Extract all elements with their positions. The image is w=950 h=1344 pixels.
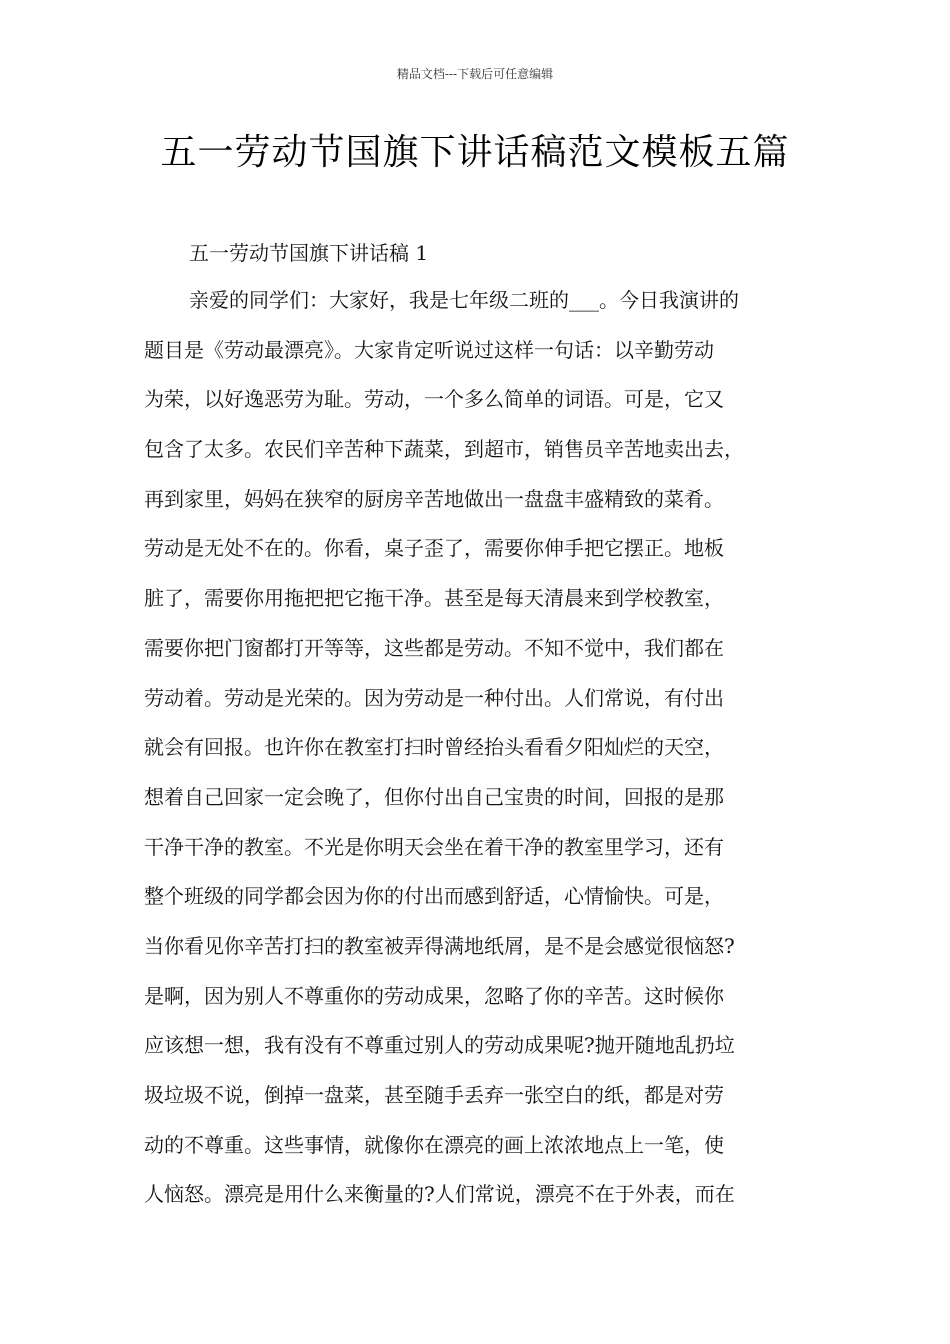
paragraph-line: 动的不尊重。这些事情，就像你在漂亮的画上浓浓地点上一笔，使 (144, 1132, 724, 1157)
paragraph-line: 应该想一想，我有没有不尊重过别人的劳动成果呢?抛开随地乱扔垃 (144, 1033, 735, 1058)
paragraph-line: 劳动着。劳动是光荣的。因为劳动是一种付出。人们常说，有付出 (144, 685, 724, 710)
paragraph-line: 包含了太多。农民们辛苦种下蔬菜，到超市，销售员辛苦地卖出去， (144, 437, 744, 462)
paragraph-line: 亲爱的同学们：大家好，我是七年级二班的___。今日我演讲的 (189, 288, 739, 312)
paragraph-line: 劳动是无处不在的。你看，桌子歪了，需要你伸手把它摆正。地板 (144, 536, 724, 561)
paragraph-line: 干净干净的教室。不光是你明天会坐在着干净的教室里学习，还有 (144, 834, 724, 859)
header-note: 精品文档---下载后可任意编辑 (396, 67, 554, 81)
section-heading: 五一劳动节国旗下讲话稿 1 (189, 241, 429, 265)
paragraph-line: 再到家里，妈妈在狭窄的厨房辛苦地做出一盘盘丰盛精致的菜肴。 (144, 486, 724, 511)
paragraph-line: 需要你把门窗都打开等等，这些都是劳动。不知不觉中，我们都在 (144, 635, 724, 660)
paragraph-line: 是啊，因为别人不尊重你的劳动成果，忽略了你的辛苦。这时候你 (144, 983, 724, 1008)
paragraph-line: 当你看见你辛苦打扫的教室被弄得满地纸屑，是不是会感觉很恼怒? (144, 933, 735, 958)
speech-body (144, 285, 824, 1229)
paragraph-line: 脏了，需要你用拖把把它拖干净。甚至是每天清晨来到学校教室， (144, 586, 724, 611)
document-title: 五一劳动节国旗下讲话稿范文模板五篇 (160, 132, 790, 173)
paragraph-line: 圾垃圾不说，倒掉一盘菜，甚至随手丢弃一张空白的纸，都是对劳 (144, 1083, 724, 1107)
paragraph-line: 为荣，以好逸恶劳为耻。劳动，一个多么简单的词语。可是，它又 (144, 387, 724, 412)
paragraph-line: 人恼怒。漂亮是用什么来衡量的?人们常说，漂亮不在于外表，而在 (144, 1182, 735, 1207)
paragraph-line: 整个班级的同学都会因为你的付出而感到舒适，心情愉快。可是， (144, 884, 724, 909)
paragraph-line: 题目是《劳动最漂亮》。大家肯定听说过这样一句话：以辛勤劳动 (144, 337, 714, 362)
paragraph-line: 想着自己回家一定会晚了，但你付出自己宝贵的时间，回报的是那 (144, 784, 724, 809)
paragraph-line: 就会有回报。也许你在教室打扫时曾经抬头看看夕阳灿烂的天空， (144, 735, 724, 760)
